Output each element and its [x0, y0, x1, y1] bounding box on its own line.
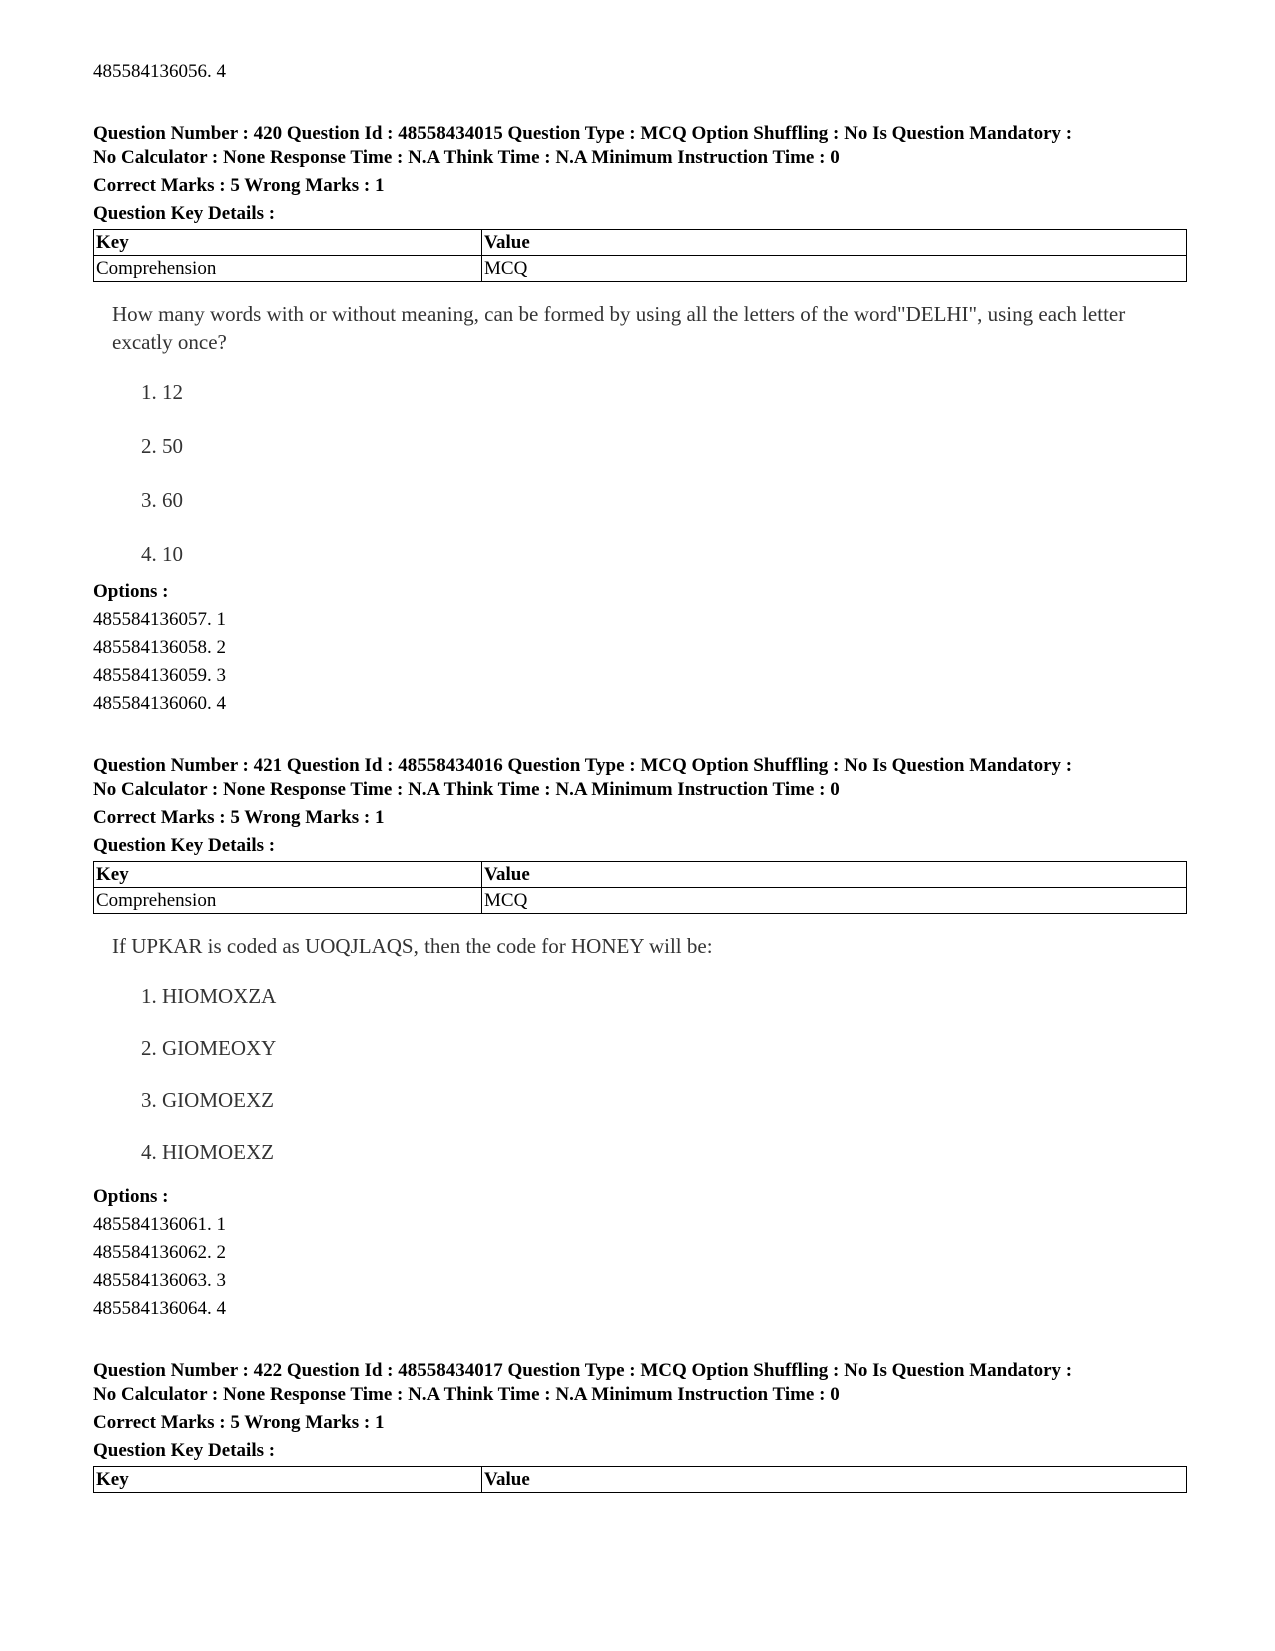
question-header-line2: No Calculator : None Response Time : N.A Think Time : N.A Minimum Instruction Time : 0 — [93, 1384, 840, 1405]
options-label: Options : — [93, 581, 169, 602]
question-stem: If UPKAR is coded as UOQJLAQS, then the code for HONEY will be: — [112, 934, 713, 958]
key-details-table — [93, 229, 1187, 282]
option-line: 485584136060. 4 — [93, 693, 226, 714]
key-details-label: Question Key Details : — [93, 1440, 276, 1461]
value-header-cell: Value — [482, 862, 1187, 888]
option-line: 485584136063. 3 — [93, 1270, 226, 1291]
option-line: 485584136057. 1 — [93, 609, 226, 630]
key-cell: Comprehension — [94, 888, 482, 914]
key-header-cell: Key — [94, 1467, 482, 1493]
question-header — [93, 1359, 1187, 1407]
option-line: 485584136059. 3 — [93, 665, 226, 686]
value-cell: MCQ — [482, 888, 1187, 914]
options-block — [93, 580, 226, 715]
table-header-row — [94, 862, 1187, 888]
key-details-table — [93, 861, 1187, 914]
key-details-label: Question Key Details : — [93, 835, 276, 856]
marks-line: Correct Marks : 5 Wrong Marks : 1 — [93, 1412, 385, 1433]
key-header-cell: Key — [94, 230, 482, 256]
choice-1: 1. HIOMOXZA — [141, 984, 277, 1008]
question-block-422 — [93, 1359, 1187, 1493]
choice-2: 2. 50 — [141, 434, 183, 458]
value-cell: MCQ — [482, 256, 1187, 282]
question-header-line2: No Calculator : None Response Time : N.A Think Time : N.A Minimum Instruction Time : 0 — [93, 147, 840, 168]
table-header-row — [94, 1467, 1187, 1493]
question-header — [93, 754, 1187, 802]
option-line: 485584136061. 1 — [93, 1214, 226, 1235]
choice-4: 4. HIOMOEXZ — [141, 1140, 274, 1164]
table-header-row — [94, 230, 1187, 256]
question-block-421 — [93, 754, 1187, 1164]
table-row — [94, 256, 1187, 282]
question-header-line1: Question Number : 421 Question Id : 48558434016 Question Type : MCQ Option Shuffling : No Is Question Mandatory : — [93, 755, 1073, 776]
marks-line: Correct Marks : 5 Wrong Marks : 1 — [93, 807, 385, 828]
key-header-cell: Key — [94, 862, 482, 888]
question-header-line1: Question Number : 420 Question Id : 48558434015 Question Type : MCQ Option Shuffling : No Is Question Mandatory : — [93, 123, 1073, 144]
options-label: Options : — [93, 1186, 169, 1207]
choice-3: 3. 60 — [141, 488, 183, 512]
option-line: 485584136062. 2 — [93, 1242, 226, 1263]
key-cell: Comprehension — [94, 256, 482, 282]
option-line: 485584136058. 2 — [93, 637, 226, 658]
marks-line: Correct Marks : 5 Wrong Marks : 1 — [93, 175, 385, 196]
previous-option-line: 485584136056. 4 — [93, 61, 226, 82]
table-row — [94, 888, 1187, 914]
question-image — [112, 300, 1187, 566]
question-stem: How many words with or without meaning, can be formed by using all the letters of the word"DELHI", using each letter excatly once? — [112, 302, 1126, 354]
value-header-cell: Value — [482, 230, 1187, 256]
option-line: 485584136064. 4 — [93, 1298, 226, 1319]
options-block — [93, 1185, 226, 1320]
value-header-cell: Value — [482, 1467, 1187, 1493]
choice-3: 3. GIOMOEXZ — [141, 1088, 274, 1112]
key-details-table — [93, 1466, 1187, 1493]
question-header-line1: Question Number : 422 Question Id : 48558434017 Question Type : MCQ Option Shuffling : No Is Question Mandatory : — [93, 1360, 1073, 1381]
choice-2: 2. GIOMEOXY — [141, 1036, 277, 1060]
choice-1: 1. 12 — [141, 380, 183, 404]
question-header — [93, 122, 1187, 170]
question-image — [112, 932, 1187, 1164]
key-details-label: Question Key Details : — [93, 203, 276, 224]
question-block-420 — [93, 122, 1187, 566]
choice-4: 4. 10 — [141, 542, 183, 566]
question-header-line2: No Calculator : None Response Time : N.A Think Time : N.A Minimum Instruction Time : 0 — [93, 779, 840, 800]
